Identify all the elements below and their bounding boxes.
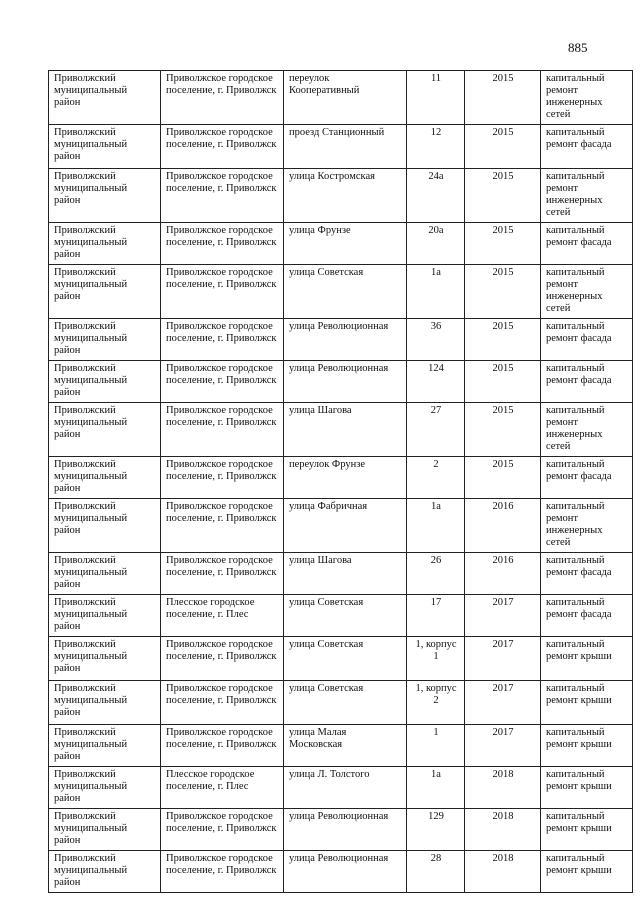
street-cell: улица Революционная [284, 361, 407, 403]
district-cell: Приволжский муниципальный район [49, 809, 161, 851]
work-type-cell: капитальный ремонт инженерных сетей [541, 499, 633, 553]
repair-schedule-table [48, 70, 633, 893]
table-row [49, 725, 633, 767]
work-type-cell: капитальный ремонт фасада [541, 595, 633, 637]
work-type-cell: капитальный ремонт инженерных сетей [541, 71, 633, 125]
year-cell: 2015 [465, 361, 541, 403]
street-cell: улица Шагова [284, 553, 407, 595]
table-row [49, 403, 633, 457]
settlement-cell: Плесское городское поселение, г. Плес [161, 767, 284, 809]
year-cell: 2017 [465, 725, 541, 767]
table-row [49, 457, 633, 499]
year-cell: 2017 [465, 681, 541, 725]
table-row [49, 319, 633, 361]
table-row [49, 595, 633, 637]
settlement-cell: Приволжское городское поселение, г. Приволжск [161, 809, 284, 851]
district-cell: Приволжский муниципальный район [49, 767, 161, 809]
settlement-cell: Приволжское городское поселение, г. Приволжск [161, 319, 284, 361]
street-cell: улица Советская [284, 637, 407, 681]
house-number-cell: 1, корпус 1 [407, 637, 465, 681]
street-cell: улица Малая Московская [284, 725, 407, 767]
district-cell: Приволжский муниципальный район [49, 71, 161, 125]
work-type-cell: капитальный ремонт крыши [541, 809, 633, 851]
year-cell: 2015 [465, 403, 541, 457]
work-type-cell: капитальный ремонт крыши [541, 851, 633, 893]
settlement-cell: Приволжское городское поселение, г. Приволжск [161, 265, 284, 319]
year-cell: 2015 [465, 71, 541, 125]
house-number-cell: 17 [407, 595, 465, 637]
house-number-cell: 1а [407, 499, 465, 553]
district-cell: Приволжский муниципальный район [49, 265, 161, 319]
house-number-cell: 12 [407, 125, 465, 169]
work-type-cell: капитальный ремонт фасада [541, 457, 633, 499]
settlement-cell: Приволжское городское поселение, г. Приволжск [161, 361, 284, 403]
district-cell: Приволжский муниципальный район [49, 681, 161, 725]
work-type-cell: капитальный ремонт крыши [541, 637, 633, 681]
settlement-cell: Приволжское городское поселение, г. Приволжск [161, 637, 284, 681]
district-cell: Приволжский муниципальный район [49, 125, 161, 169]
work-type-cell: капитальный ремонт крыши [541, 681, 633, 725]
settlement-cell: Приволжское городское поселение, г. Приволжск [161, 403, 284, 457]
settlement-cell: Приволжское городское поселение, г. Приволжск [161, 681, 284, 725]
street-cell: проезд Станционный [284, 125, 407, 169]
work-type-cell: капитальный ремонт фасада [541, 553, 633, 595]
year-cell: 2015 [465, 265, 541, 319]
settlement-cell: Приволжское городское поселение, г. Приволжск [161, 851, 284, 893]
table-row [49, 125, 633, 169]
table-row [49, 71, 633, 125]
district-cell: Приволжский муниципальный район [49, 319, 161, 361]
page-number: 885 [568, 40, 588, 55]
settlement-cell: Плесское городское поселение, г. Плес [161, 595, 284, 637]
settlement-cell: Приволжское городское поселение, г. Приволжск [161, 499, 284, 553]
work-type-cell: капитальный ремонт инженерных сетей [541, 169, 633, 223]
year-cell: 2017 [465, 595, 541, 637]
street-cell: улица Советская [284, 265, 407, 319]
street-cell: улица Л. Толстого [284, 767, 407, 809]
district-cell: Приволжский муниципальный район [49, 169, 161, 223]
district-cell: Приволжский муниципальный район [49, 553, 161, 595]
work-type-cell: капитальный ремонт фасада [541, 125, 633, 169]
year-cell: 2015 [465, 223, 541, 265]
year-cell: 2016 [465, 553, 541, 595]
year-cell: 2015 [465, 125, 541, 169]
house-number-cell: 129 [407, 809, 465, 851]
work-type-cell: капитальный ремонт фасада [541, 361, 633, 403]
year-cell: 2018 [465, 851, 541, 893]
street-cell: улица Костромская [284, 169, 407, 223]
district-cell: Приволжский муниципальный район [49, 851, 161, 893]
settlement-cell: Приволжское городское поселение, г. Приволжск [161, 223, 284, 265]
district-cell: Приволжский муниципальный район [49, 457, 161, 499]
street-cell: улица Фрунзе [284, 223, 407, 265]
table-row [49, 361, 633, 403]
settlement-cell: Приволжское городское поселение, г. Приволжск [161, 725, 284, 767]
settlement-cell: Приволжское городское поселение, г. Приволжск [161, 457, 284, 499]
table-row [49, 809, 633, 851]
work-type-cell: капитальный ремонт инженерных сетей [541, 403, 633, 457]
table-row [49, 223, 633, 265]
settlement-cell: Приволжское городское поселение, г. Приволжск [161, 71, 284, 125]
district-cell: Приволжский муниципальный район [49, 223, 161, 265]
house-number-cell: 1а [407, 265, 465, 319]
year-cell: 2018 [465, 809, 541, 851]
year-cell: 2018 [465, 767, 541, 809]
work-type-cell: капитальный ремонт фасада [541, 319, 633, 361]
work-type-cell: капитальный ремонт инженерных сетей [541, 265, 633, 319]
house-number-cell: 124 [407, 361, 465, 403]
district-cell: Приволжский муниципальный район [49, 499, 161, 553]
table-row [49, 681, 633, 725]
settlement-cell: Приволжское городское поселение, г. Приволжск [161, 125, 284, 169]
settlement-cell: Приволжское городское поселение, г. Приволжск [161, 169, 284, 223]
table-row [49, 851, 633, 893]
street-cell: улица Революционная [284, 851, 407, 893]
work-type-cell: капитальный ремонт фасада [541, 223, 633, 265]
house-number-cell: 24а [407, 169, 465, 223]
table-row [49, 767, 633, 809]
district-cell: Приволжский муниципальный район [49, 361, 161, 403]
street-cell: улица Советская [284, 681, 407, 725]
house-number-cell: 1, корпус 2 [407, 681, 465, 725]
house-number-cell: 27 [407, 403, 465, 457]
district-cell: Приволжский муниципальный район [49, 403, 161, 457]
district-cell: Приволжский муниципальный район [49, 725, 161, 767]
house-number-cell: 20а [407, 223, 465, 265]
year-cell: 2015 [465, 319, 541, 361]
district-cell: Приволжский муниципальный район [49, 595, 161, 637]
street-cell: переулок Кооперативный [284, 71, 407, 125]
street-cell: переулок Фрунзе [284, 457, 407, 499]
settlement-cell: Приволжское городское поселение, г. Приволжск [161, 553, 284, 595]
work-type-cell: капитальный ремонт крыши [541, 767, 633, 809]
house-number-cell: 11 [407, 71, 465, 125]
table-row [49, 553, 633, 595]
year-cell: 2017 [465, 637, 541, 681]
house-number-cell: 1 [407, 725, 465, 767]
house-number-cell: 26 [407, 553, 465, 595]
house-number-cell: 36 [407, 319, 465, 361]
year-cell: 2016 [465, 499, 541, 553]
house-number-cell: 28 [407, 851, 465, 893]
district-cell: Приволжский муниципальный район [49, 637, 161, 681]
house-number-cell: 1а [407, 767, 465, 809]
table-row [49, 499, 633, 553]
table-row [49, 265, 633, 319]
year-cell: 2015 [465, 169, 541, 223]
year-cell: 2015 [465, 457, 541, 499]
street-cell: улица Фабричная [284, 499, 407, 553]
house-number-cell: 2 [407, 457, 465, 499]
table-row [49, 169, 633, 223]
street-cell: улица Советская [284, 595, 407, 637]
work-type-cell: капитальный ремонт крыши [541, 725, 633, 767]
table-row [49, 637, 633, 681]
street-cell: улица Революционная [284, 809, 407, 851]
table-body [49, 71, 633, 893]
street-cell: улица Революционная [284, 319, 407, 361]
street-cell: улица Шагова [284, 403, 407, 457]
